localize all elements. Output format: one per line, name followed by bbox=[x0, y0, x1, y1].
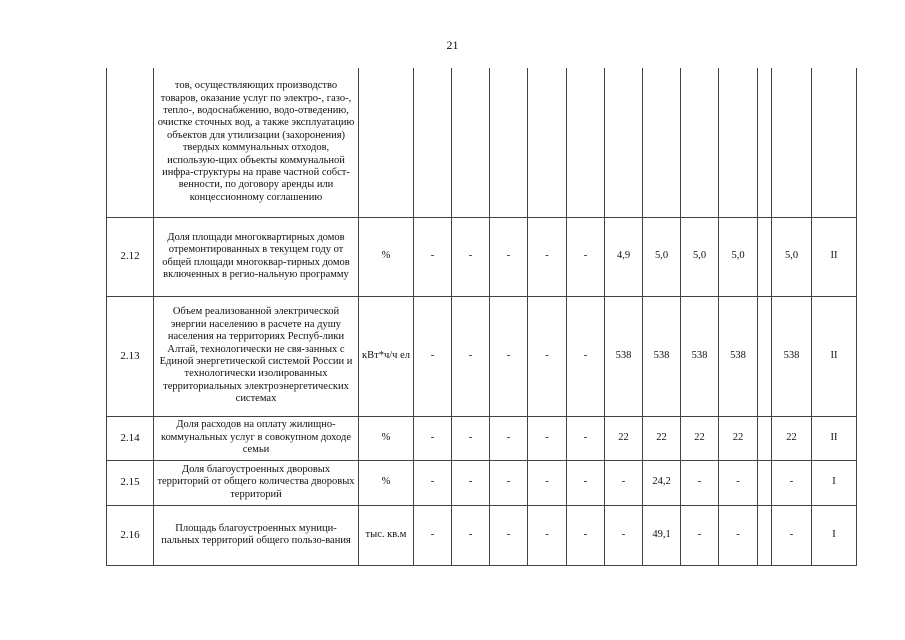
value-cell: - bbox=[681, 505, 719, 565]
value-cell bbox=[681, 68, 719, 217]
unit-cell: % bbox=[359, 416, 414, 460]
value-cell: - bbox=[490, 460, 528, 505]
value-cell bbox=[758, 217, 772, 296]
unit-cell bbox=[359, 68, 414, 217]
value-cell: 24,2 bbox=[643, 460, 681, 505]
value-cell: - bbox=[528, 505, 567, 565]
value-cell bbox=[758, 68, 772, 217]
unit-cell: кВт*ч/ч ел bbox=[359, 296, 414, 416]
value-cell: 5,0 bbox=[719, 217, 758, 296]
value-cell: 22 bbox=[719, 416, 758, 460]
level-cell: II bbox=[812, 416, 857, 460]
value-cell: - bbox=[567, 217, 605, 296]
value-cell: 22 bbox=[643, 416, 681, 460]
value-cell: 22 bbox=[605, 416, 643, 460]
value-cell: - bbox=[414, 460, 452, 505]
row-number: 2.14 bbox=[107, 416, 154, 460]
row-number: 2.16 bbox=[107, 505, 154, 565]
table-row bbox=[107, 217, 857, 296]
value-cell bbox=[605, 68, 643, 217]
value-cell: 538 bbox=[643, 296, 681, 416]
value-cell: 4,9 bbox=[605, 217, 643, 296]
value-cell bbox=[758, 505, 772, 565]
value-cell: - bbox=[605, 505, 643, 565]
value-cell: 5,0 bbox=[643, 217, 681, 296]
value-cell bbox=[414, 68, 452, 217]
level-cell: I bbox=[812, 505, 857, 565]
value-cell: - bbox=[719, 505, 758, 565]
indicator-description: Объем реализованной электрической энергии населению в расчете на душу населения на территориях Респуб-лики Алтай, технологически не свя-занных с Единой энергетической системой России и технологически изолированных территориальных электроэнергетических системах bbox=[154, 296, 359, 416]
value-cell: - bbox=[490, 296, 528, 416]
level-cell: I bbox=[812, 460, 857, 505]
value-cell: - bbox=[567, 505, 605, 565]
indicator-description: Доля расходов на оплату жилищно-коммунальных услуг в совокупном доходе семьи bbox=[154, 416, 359, 460]
value-cell: - bbox=[719, 460, 758, 505]
table-row bbox=[107, 505, 857, 565]
row-number: 2.13 bbox=[107, 296, 154, 416]
value-cell bbox=[758, 460, 772, 505]
page-number: 21 bbox=[446, 38, 459, 52]
level-cell: II bbox=[812, 217, 857, 296]
level-cell bbox=[812, 68, 857, 217]
value-cell bbox=[758, 416, 772, 460]
value-cell bbox=[528, 68, 567, 217]
value-cell: 49,1 bbox=[643, 505, 681, 565]
table-row bbox=[107, 460, 857, 505]
unit-cell: тыс. кв.м bbox=[359, 505, 414, 565]
value-cell: - bbox=[452, 416, 490, 460]
value-cell: - bbox=[414, 217, 452, 296]
value-cell: - bbox=[452, 217, 490, 296]
value-cell: 22 bbox=[681, 416, 719, 460]
value-cell: - bbox=[528, 296, 567, 416]
value-cell: - bbox=[567, 296, 605, 416]
value-cell: 5,0 bbox=[772, 217, 812, 296]
value-cell: - bbox=[452, 460, 490, 505]
row-number: 2.12 bbox=[107, 217, 154, 296]
value-cell: - bbox=[490, 217, 528, 296]
value-cell: 538 bbox=[719, 296, 758, 416]
value-cell: - bbox=[567, 460, 605, 505]
value-cell: - bbox=[490, 505, 528, 565]
table-row bbox=[107, 68, 857, 217]
value-cell: - bbox=[414, 296, 452, 416]
indicator-description: Доля благоустроенных дворовых территорий от общего количества дворовых территорий bbox=[154, 460, 359, 505]
indicator-description: тов, осуществляющих производство товаров, оказание услуг по электро-, газо-, тепло-, водоснабжению, водо-отведению, очистке сточных вод, а также эксплуатацию объектов для утилизации (захоронения) твердых коммунальных отходов, использую-щих объекты коммунальной инфра-структуры на праве частной собст-венности, по договору аренды или концессионному соглашению bbox=[154, 68, 359, 217]
value-cell bbox=[452, 68, 490, 217]
value-cell: - bbox=[414, 416, 452, 460]
value-cell: 538 bbox=[772, 296, 812, 416]
value-cell bbox=[490, 68, 528, 217]
indicator-table bbox=[106, 68, 857, 566]
value-cell: - bbox=[772, 460, 812, 505]
value-cell: - bbox=[452, 296, 490, 416]
value-cell: - bbox=[528, 217, 567, 296]
row-number bbox=[107, 68, 154, 217]
row-number: 2.15 bbox=[107, 460, 154, 505]
value-cell bbox=[758, 296, 772, 416]
value-cell: - bbox=[567, 416, 605, 460]
value-cell: - bbox=[414, 505, 452, 565]
indicator-description: Площадь благоустроенных муници-пальных территорий общего пользо-вания bbox=[154, 505, 359, 565]
value-cell: - bbox=[772, 505, 812, 565]
value-cell bbox=[772, 68, 812, 217]
value-cell: - bbox=[490, 416, 528, 460]
level-cell: II bbox=[812, 296, 857, 416]
value-cell: - bbox=[605, 460, 643, 505]
value-cell bbox=[643, 68, 681, 217]
value-cell: - bbox=[681, 460, 719, 505]
unit-cell: % bbox=[359, 217, 414, 296]
table-row bbox=[107, 416, 857, 460]
value-cell: - bbox=[528, 416, 567, 460]
table-row bbox=[107, 296, 857, 416]
unit-cell: % bbox=[359, 460, 414, 505]
value-cell: 5,0 bbox=[681, 217, 719, 296]
value-cell: - bbox=[452, 505, 490, 565]
value-cell bbox=[567, 68, 605, 217]
value-cell: 538 bbox=[681, 296, 719, 416]
value-cell: - bbox=[528, 460, 567, 505]
indicator-description: Доля площади многоквартирных домов отремонтированных в текущем году от общей площади многоквар-тирных домов включенных в регио-нальную программу bbox=[154, 217, 359, 296]
value-cell: 22 bbox=[772, 416, 812, 460]
value-cell bbox=[719, 68, 758, 217]
value-cell: 538 bbox=[605, 296, 643, 416]
